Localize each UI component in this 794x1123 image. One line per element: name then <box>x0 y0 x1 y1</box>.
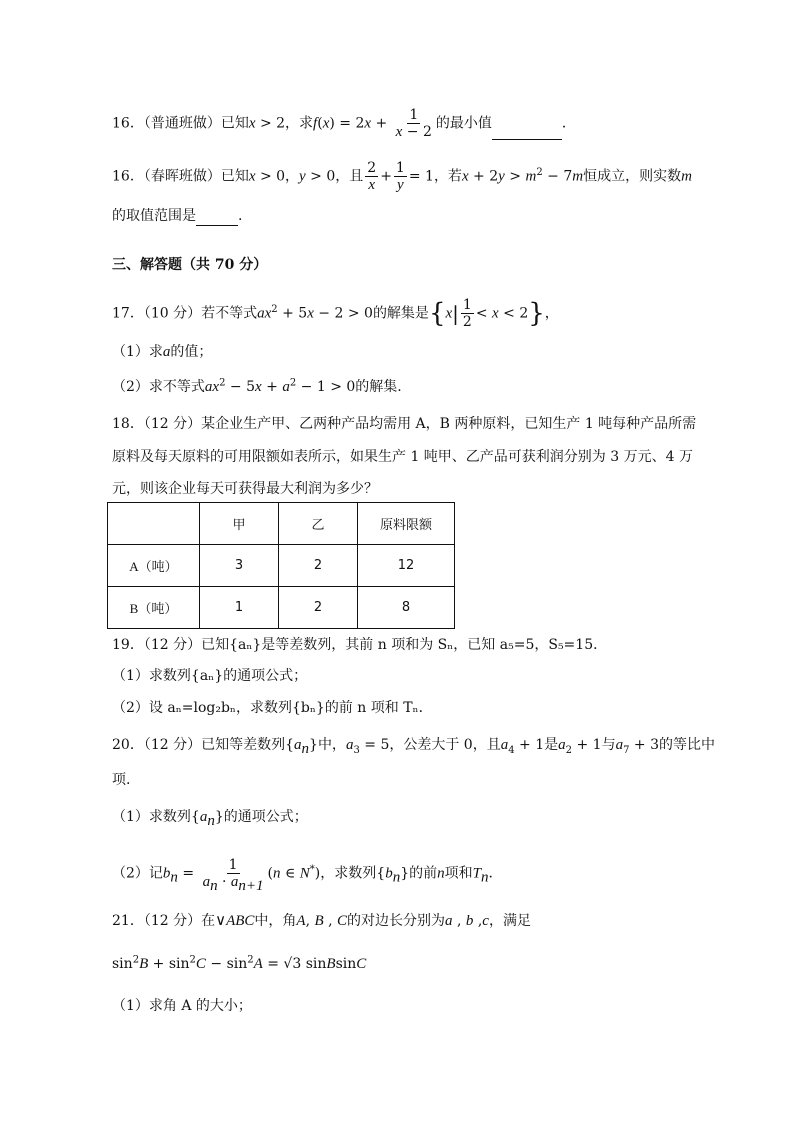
question-20-part1: （1）求数列$\{a_n\}$的通项公式； <box>112 809 308 829</box>
table-cell: 8 <box>358 587 455 629</box>
question-17-part2: （2）求不等式$ax^2 - 5x + a^2 - 1 > 0$的解集. <box>112 377 402 395</box>
question-21-part1: （1）求角 A 的大小； <box>112 998 252 1014</box>
table-row-label: B（吨） <box>108 587 200 629</box>
table-row <box>108 545 455 587</box>
question-16b-line2: 的取值范围是 . <box>112 208 243 224</box>
table-row <box>108 587 455 629</box>
table-cell: 1 <box>200 587 279 629</box>
question-19-part2: （2）设 aₙ=log₂bₙ，求数列{bₙ}的前 n 项和 Tₙ． <box>112 700 433 716</box>
question-16b: 16．（春晖班做）已知x > 0，y > 0，且 $\frac{2}{x}$ + $\frac{1}{y}$ = 1，若$x + 2y > m^2 - 7m$恒成立，则实数m <box>112 160 692 193</box>
question-17: 17．（10 分）若不等式$ax^2 + 5x - 2 > 0$的解集是{x| $\frac{1}{2}$ < x < 2}， <box>112 297 559 330</box>
question-19-part1: （1）求数列{aₙ}的通项公式； <box>112 668 308 684</box>
materials-table <box>107 502 455 629</box>
question-20-line2: 项. <box>112 772 131 788</box>
question-21-formula: $\sin^2B + \sin^2C - \sin^2A = √3$ sinBsinC <box>112 954 367 972</box>
table-cell: 3 <box>200 545 279 587</box>
table-header-cell <box>108 503 200 545</box>
question-20: 20．（12 分）已知等差数列$\{a_n\}$中，$a_3 = 5$，公差大于 0，且$a_4 + 1$是$a_2 + 1$与$a_7 + 3$的等比中 <box>112 737 715 757</box>
table-cell: 2 <box>279 587 358 629</box>
question-17-part1: （1）求a的值； <box>112 344 213 360</box>
question-18-line2: 原料及每天原料的可用限额如表所示，如果生产 1 吨甲、乙产品可获利润分别为 3 万元、4 万 <box>112 449 693 465</box>
table-header-cell: 原料限额 <box>358 503 455 545</box>
table-cell: 12 <box>358 545 455 587</box>
question-21: 21．（12 分）在∨ABC中，角A, B , C的对边长分别为a , b ,c，满足 <box>112 913 531 929</box>
question-16a: 16．（普通班做）已知x > 2，求f(x) = 2x + $\frac{1}{x - 2}$ 的最小值 ． <box>112 107 576 140</box>
table-header-cell: 甲 <box>200 503 279 545</box>
answer-blank[interactable] <box>492 123 562 140</box>
table-header-cell: 乙 <box>279 503 358 545</box>
question-18-line3: 元，则该企业每天可获得最大利润为多少？ <box>112 481 378 497</box>
table-cell: 2 <box>279 545 358 587</box>
question-20-part2: （2）记$b_n$ = $\frac{1}{a_n \cdot a_{n+1}}$ (n ∈ N*)，求数列$\{b_n\}$的前n项和$T_n$． <box>112 857 503 894</box>
table-header-row <box>108 503 455 545</box>
table-row-label: A（吨） <box>108 545 200 587</box>
section-heading: 三、解答题（共 70 分） <box>112 257 268 273</box>
question-19: 19．（12 分）已知{aₙ}是等差数列，其前 n 项和为 Sₙ，已知 a₅=5，S₅=15． <box>112 637 608 653</box>
question-18-line1: 18．（12 分）某企业生产甲、乙两种产品均需用 A，B 两种原料，已知生产 1 吨每种产品所需 <box>112 416 697 432</box>
answer-blank[interactable] <box>196 209 238 226</box>
